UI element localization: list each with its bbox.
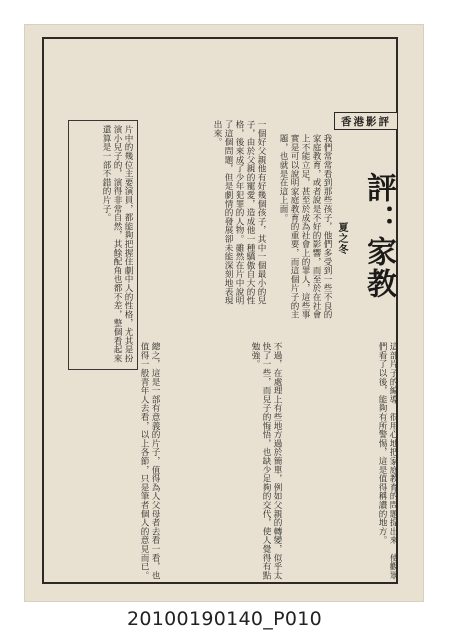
body-bottom-right: 這部片子的編導，很用心地把家庭教育的問題提出來，使觀眾們看了以後，能夠有所警惕，這是值得稱讚的地方。: [377, 342, 398, 580]
column-banner: 香港影評: [334, 112, 398, 130]
quote-box: [68, 120, 138, 370]
body-bottom-mid: 不過，在處理上有些地方過於簡單，例如父親的轉變，似乎太快了一些，而兒子的悔悟，也缺少足夠的交代，使人覺得有點勉強。: [250, 342, 282, 580]
body-top-left: 片中的幾位主要演員，都能夠把握住劇中人的性格，尤其是扮演小兒子的，演得非常自然，其餘配角也都不差，整個看起來還算是一部不錯的片子。: [101, 125, 133, 363]
scanned-page: [24, 24, 424, 602]
title-block: [357, 172, 397, 302]
body-top-mid: 一個好父親他有好幾個孩子，其中一個最小的兒子，由於父親的寵愛，造成他一種驕傲自大的性格，後來成了少年犯罪的人物。雖然在片中說明了這個問題，但是劇情的發展卻未能深刻地表現出來。: [212, 120, 266, 305]
article-title: 評：家教: [361, 172, 396, 300]
body-top-right: 我們常常看到那些孩子，他們多受到一些不良的家庭教育，或者說是不好的影響，而至於在社會上不能立足，甚至於成為社會上的罪人，這些事實是可以說明家庭教育的重要，而這個片子的主題，也就是在這上面。: [278, 134, 332, 319]
page-identifier: 20100190140_P010: [127, 608, 322, 630]
body-bottom-left: 總之，這是一部有意義的片子，值得為人父母者去看一看，也值得一般青年人去看，以上各節，只是筆者個人的意見而已。: [139, 342, 160, 580]
article-author: 夏之冬: [336, 222, 347, 255]
